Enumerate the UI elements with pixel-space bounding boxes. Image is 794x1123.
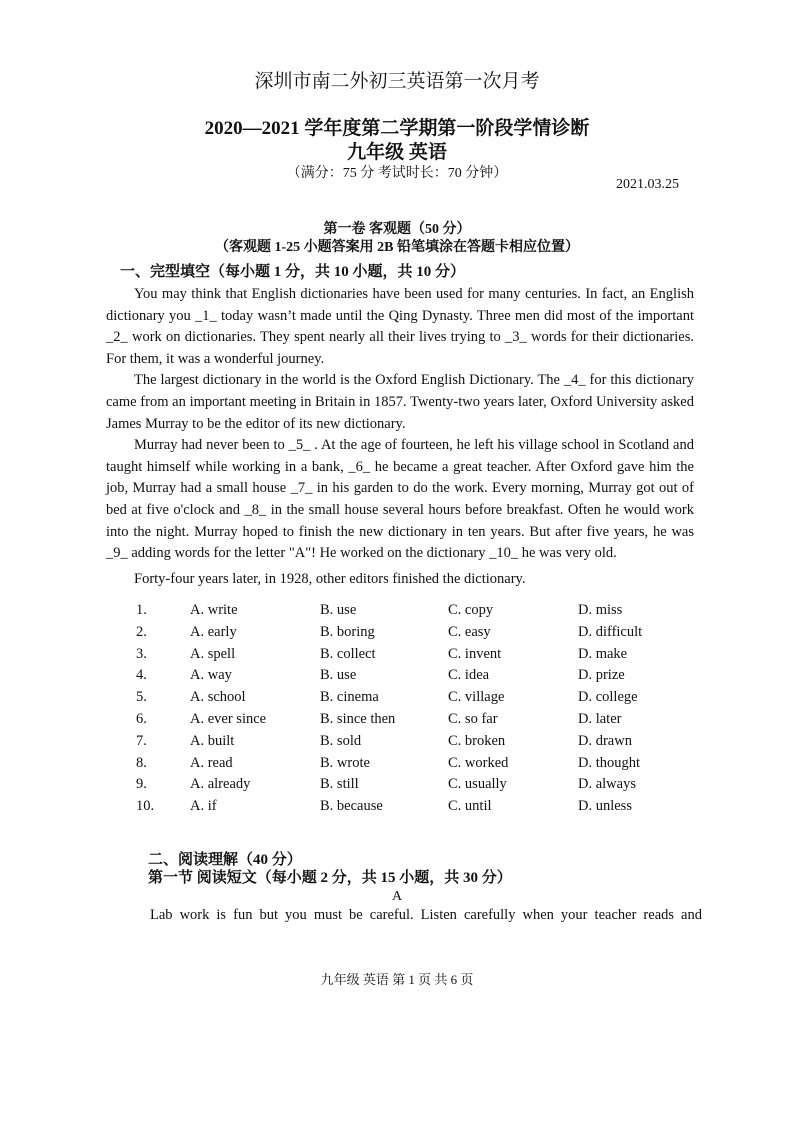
exam-date: 2021.03.25 (616, 177, 679, 192)
cloze-passage (106, 284, 694, 590)
score-time: （满分：75 分 考试时长：70 分钟） (286, 166, 508, 181)
option-b: B. boring (320, 623, 375, 640)
option-b: B. use (320, 667, 357, 684)
school-title: 深圳市南二外初三英语第一次月考 (254, 71, 540, 92)
question-number: 9. (136, 776, 147, 793)
exam-title: 2020—2021 学年度第二学期第一阶段学情诊断 (204, 118, 590, 139)
option-a: A. ever since (190, 710, 267, 727)
question-number: 7. (136, 732, 147, 749)
volume-title: 第一卷 客观题（50 分） (323, 222, 471, 237)
option-a: A. early (190, 623, 237, 640)
passage-letter: A (391, 889, 403, 904)
option-d: D. make (578, 645, 628, 662)
option-c: C. broken (448, 732, 506, 749)
option-d: D. difficult (578, 623, 643, 640)
page-footer: 九年级 英语 第 1 页 共 6 页 (320, 972, 474, 987)
option-c: C. usually (448, 776, 507, 793)
passage-paragraph: The largest dictionary in the world is the Oxford English Dictionary. The _4_ for this dictionary came from an important meeting in Britain in 1857. Twenty-two years later, Oxford University asked James Murray to be the editor of its new dictionary. (106, 372, 694, 432)
option-a: A. school (190, 689, 246, 706)
option-c: C. invent (448, 645, 502, 662)
question-number: 6. (136, 710, 147, 727)
option-a: A. spell (190, 645, 236, 662)
option-b: B. use (320, 602, 357, 618)
question-number: 3. (136, 645, 147, 662)
reading-passage-first-line: Lab work is fun but you must be careful. Listen carefully when your teacher reads and (150, 907, 702, 923)
option-d: D. thought (578, 754, 641, 771)
option-d: D. drawn (578, 732, 632, 749)
grade-subject: 九年级 英语 (347, 142, 447, 163)
option-c: C. easy (448, 623, 491, 640)
option-d: D. miss (578, 602, 623, 618)
option-b: B. sold (320, 732, 362, 749)
option-d: D. college (578, 689, 638, 706)
question-number: 8. (136, 754, 147, 771)
option-a: A. already (190, 776, 251, 793)
volume-instruction: （客观题 1-25 小题答案用 2B 铅笔填涂在答题卡相应位置） (215, 240, 579, 255)
option-b: B. still (320, 776, 359, 793)
option-b: B. since then (320, 710, 396, 727)
question-number: 2. (136, 623, 147, 640)
option-a: A. read (190, 754, 233, 771)
option-a: A. write (190, 602, 238, 618)
option-d: D. unless (578, 798, 632, 815)
question-number: 4. (136, 667, 147, 684)
option-d: D. prize (578, 667, 625, 684)
option-a: A. built (190, 732, 235, 749)
question-number: 10. (136, 798, 155, 815)
option-d: D. always (578, 776, 636, 793)
option-b: B. because (320, 798, 383, 815)
passage-paragraph: Murray had never been to _5_ . At the age of fourteen, he left his village school in Scotland and taught himself while working in a bank, _6_ he became a great teacher. After Oxford gave him the job, Murray had a small house _7_ in his garden to do the work. Every morning, Murray got out of bed at five o'clock and _8_ in the small house several hours before breakfast. Often he would work into the night. Murray hoped to finish the new dictionary in ten years. But after five years, he was _9_ adding words for the letter "A"! He worked on the dictionary _10_ he was very old. (106, 437, 694, 562)
passage-paragraph: You may think that English dictionaries have been used for many centuries. In fact, an English dictionary you _1_ today wasn’t made until the Qing Dynasty. Three men did most of the important _2_ work on dictionaries. They spent nearly all their lives trying to _3_ words for their dictionaries. For them, it was a wonderful journey. (106, 286, 694, 367)
option-b: B. wrote (320, 754, 370, 771)
question-number: 1. (136, 602, 147, 618)
question-number: 5. (136, 689, 147, 706)
option-c: C. until (448, 798, 492, 815)
option-b: B. collect (320, 645, 376, 662)
option-a: A. way (190, 667, 232, 684)
option-c: C. worked (448, 754, 509, 771)
section2-part1-heading: 第一节 阅读短文（每小题 2 分，共 15 小题，共 30 分） (148, 870, 512, 886)
option-a: A. if (190, 798, 217, 815)
option-d: D. later (578, 710, 622, 727)
option-b: B. cinema (320, 689, 379, 706)
passage-paragraph: Forty-four years later, in 1928, other editors finished the dictionary. (134, 570, 526, 587)
option-c: C. idea (448, 667, 490, 684)
section1-heading: 一、完型填空（每小题 1 分，共 10 小题，共 10 分） (120, 264, 466, 280)
option-c: C. village (448, 689, 505, 706)
section2-heading: 二、阅读理解（40 分） (148, 852, 302, 868)
option-c: C. copy (448, 602, 494, 618)
option-c: C. so far (448, 710, 498, 727)
